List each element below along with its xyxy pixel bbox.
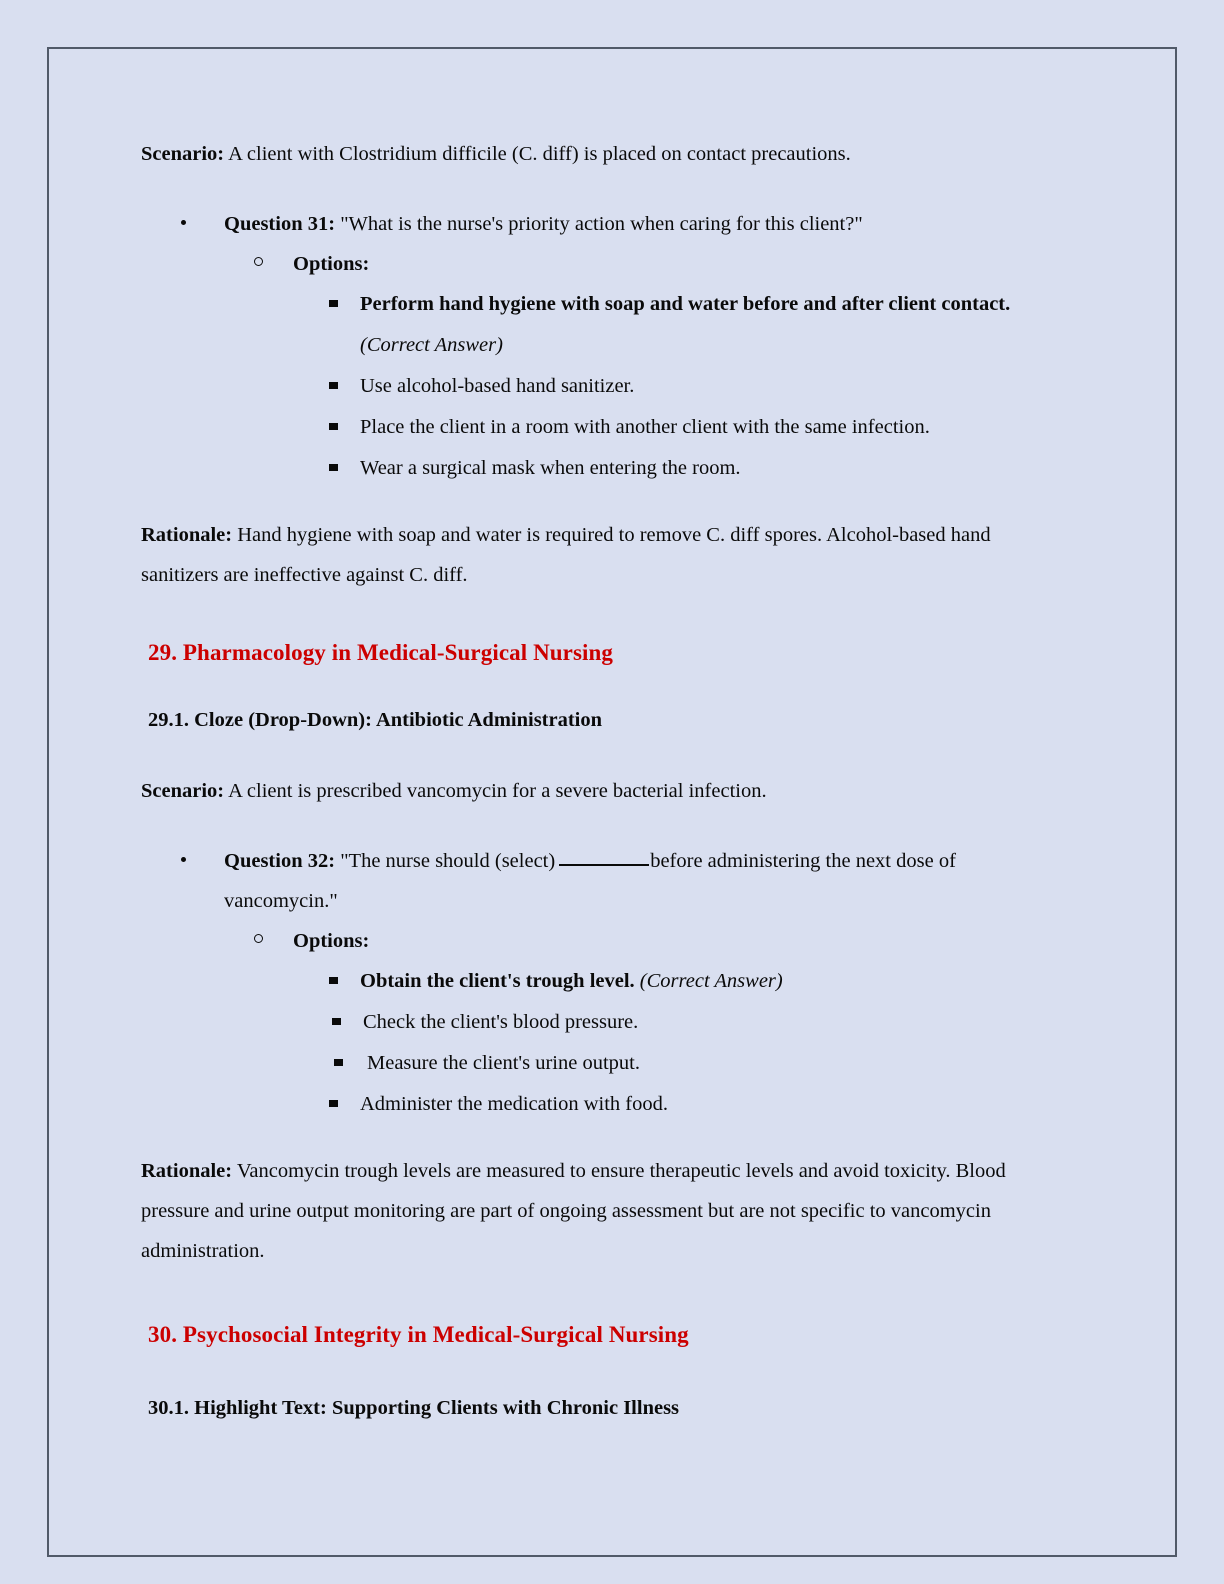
square-bullet-icon: [329, 407, 338, 448]
square-bullet-icon: [329, 284, 338, 325]
option-text: Wear a surgical mask when entering the room.: [360, 457, 741, 479]
scenario-text-2: A client is prescribed vancomycin for a severe bacterial infection.: [224, 780, 767, 802]
option-item: [141, 1043, 1071, 1084]
rationale-label-1: Rationale:: [141, 524, 233, 546]
option-item: [141, 1084, 1071, 1125]
rationale-text-2: Vancomycin trough levels are measured to ensure therapeutic levels and avoid toxicity. Blood pressure and urine output monitoring are part of ongoing assessment but are not specific to vancomycin administration.: [141, 1160, 1006, 1262]
option-text: Check the client's blood pressure.: [363, 1011, 639, 1033]
option-text: Measure the client's urine output.: [367, 1052, 640, 1074]
question-31-label: Question 31:: [224, 213, 336, 235]
question-32-label: Question 32:: [224, 850, 336, 872]
square-bullet-icon: [332, 1002, 341, 1043]
option-text: Use alcohol-based hand sanitizer.: [360, 375, 635, 397]
disc-bullet-icon: [181, 204, 186, 244]
question-31-item: [141, 204, 1071, 244]
question-31-text: "What is the nurse's priority action when caring for this client?": [335, 213, 863, 235]
scenario-text-1: A client with Clostridium difficile (C. diff) is placed on contact precautions.: [224, 143, 851, 165]
circle-bullet-icon: [254, 245, 263, 285]
square-bullet-icon: [329, 448, 338, 489]
scenario-paragraph-2: [141, 771, 1071, 811]
section-29-1-subheading: 29.1. Cloze (Drop-Down): Antibiotic Administration: [148, 709, 603, 731]
square-bullet-icon: [329, 366, 338, 407]
option-item: [141, 284, 1071, 366]
option-item: [141, 366, 1071, 407]
document-page-border: [47, 47, 1177, 1557]
cloze-blank-field[interactable]: [559, 864, 649, 866]
scenario-label-1: Scenario:: [141, 143, 225, 165]
option-item: [141, 961, 1071, 1002]
disc-bullet-icon: [181, 841, 186, 881]
rationale-label-2: Rationale:: [141, 1160, 233, 1182]
question-32-item: [141, 841, 1071, 921]
option-item: [141, 1002, 1071, 1043]
options-label-1: Options:: [293, 253, 370, 275]
section-30-1-subheading: 30.1. Highlight Text: Supporting Clients with Chronic Illness: [148, 1397, 680, 1419]
scenario-paragraph-1: [141, 134, 1071, 174]
question-32-text-after-blank: before administering the next dose of vancomycin.": [224, 850, 956, 912]
section-30-heading: 30. Psychosocial Integrity in Medical-Surgical Nursing: [148, 1322, 689, 1347]
square-bullet-icon: [329, 1084, 338, 1125]
question-32-text-before-blank: "The nurse should (select): [335, 850, 556, 872]
document-body: [141, 134, 1071, 1423]
rationale-paragraph-2: [141, 1151, 1071, 1271]
option-text: Administer the medication with food.: [360, 1093, 669, 1115]
option-text: Perform hand hygiene with soap and water before and after client contact.: [360, 293, 1011, 315]
circle-bullet-icon: [254, 922, 263, 962]
options-label-item-2: [141, 921, 1071, 961]
options-label-2: Options:: [293, 930, 370, 952]
correct-answer-tag: (Correct Answer): [360, 334, 503, 356]
rationale-paragraph-1: [141, 515, 1071, 595]
correct-answer-tag: (Correct Answer): [634, 970, 783, 992]
square-bullet-icon: [334, 1043, 343, 1084]
options-label-item-1: [141, 244, 1071, 284]
option-text: Place the client in a room with another client with the same infection.: [360, 416, 930, 438]
scenario-label-2: Scenario:: [141, 780, 225, 802]
option-text: Obtain the client's trough level.: [360, 970, 635, 992]
square-bullet-icon: [329, 961, 338, 1002]
rationale-text-1: Hand hygiene with soap and water is required to remove C. diff spores. Alcohol-based hand sanitizers are ineffective against C. diff.: [141, 524, 991, 586]
option-item: [141, 407, 1071, 448]
option-item: [141, 448, 1071, 489]
section-29-heading: 29. Pharmacology in Medical-Surgical Nursing: [148, 640, 614, 665]
